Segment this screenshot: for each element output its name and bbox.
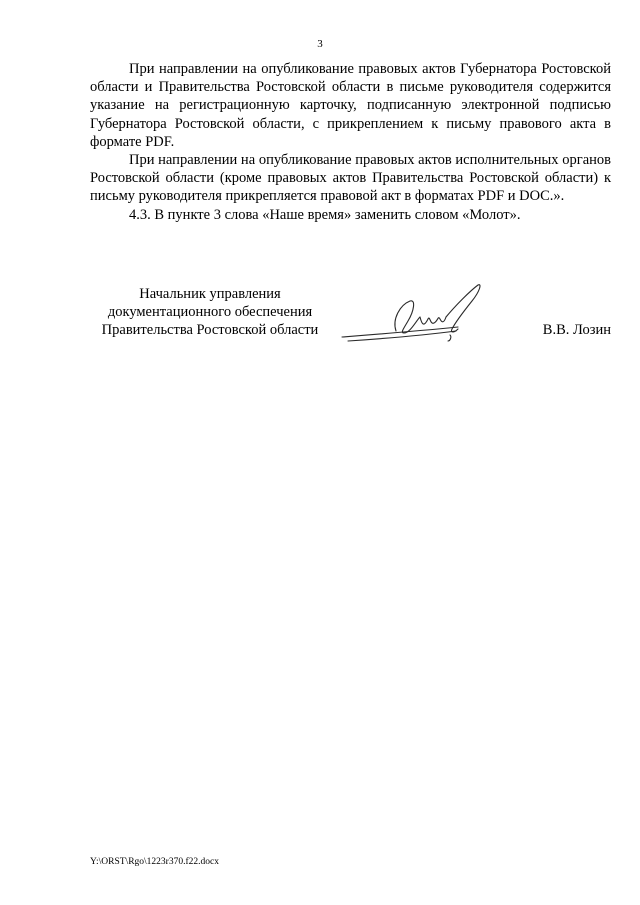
paragraph-item-4-3: 4.3. В пункте 3 слова «Наше время» заменить словом «Молот». bbox=[129, 206, 521, 223]
handwritten-signature bbox=[338, 281, 498, 353]
paragraph-publication-governor: При направлении на опубликование правовых актов Губернатора Ростовской области и Правительства Ростовской области в письме руководителя содержится указание на регистрационную карточку, подписанную электронной подписью Губернатора Ростовской области, с прикреплением к письму правового акта в формате PDF. bbox=[90, 61, 611, 150]
file-path: Y:\ORST\Rgo\1223r370.f22.docx bbox=[90, 857, 219, 867]
signer-position-line: документационного обеспечения bbox=[107, 304, 313, 321]
signer-position-line: Правительства Ростовской области bbox=[101, 322, 319, 339]
signer-position-line: Начальник управления bbox=[139, 286, 281, 302]
document-body bbox=[90, 60, 611, 224]
signer-position bbox=[90, 285, 330, 340]
page-number: 3 bbox=[317, 38, 323, 50]
signature-block bbox=[90, 285, 611, 365]
signer-name: В.В. Лозин bbox=[542, 322, 611, 339]
paragraph-publication-executive-bodies: При направлении на опубликование правовых актов исполнительных органов Ростовской области (кроме правовых актов Правительства Ростовской области) к письму руководителя прикрепляется правовой акт в форматах PDF и DOC.». bbox=[90, 152, 611, 205]
